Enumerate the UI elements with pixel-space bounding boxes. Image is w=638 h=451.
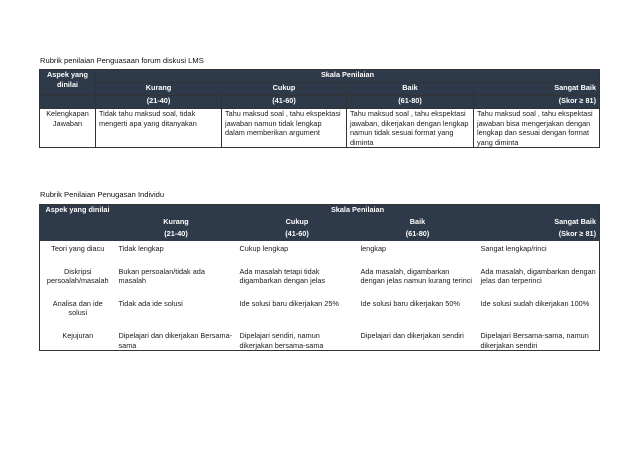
range-header-cukup: (41-60) [237, 229, 358, 241]
aspect-cell: Kelengkapan Jawaban [40, 109, 96, 148]
aspect-header: Aspek yang dinilai [40, 205, 116, 218]
range-header-sangat-baik: (Skor ≥ 81) [474, 96, 600, 109]
level-header-cukup: Cukup [222, 83, 347, 96]
criteria-cell: Cukup lengkap [239, 244, 289, 253]
level-header-sangat-baik: Sangat Baik [478, 217, 600, 229]
aspect-cell: Analisa dan ide solusi [52, 298, 103, 318]
range-header-cukup: (41-60) [222, 96, 347, 109]
level-header-baik: Baik [347, 83, 474, 96]
level-header-cukup: Cukup [237, 217, 358, 229]
criteria-cell: Dipelajari sendiri, namun dikerjakan bersama-sama [239, 330, 324, 350]
scale-header: Skala Penilaian [96, 70, 600, 83]
table-row [40, 109, 600, 148]
level-header-kurang: Kurang [96, 83, 222, 96]
criteria-cell: Dipelajari dan dikerjakan Bersama-sama [118, 330, 233, 350]
range-header-baik: (61-80) [358, 229, 478, 241]
level-header-sangat-baik: Sangat Baik [474, 83, 600, 96]
level-header-spacer [40, 217, 116, 229]
aspect-cell: Teori yang diacu [51, 244, 105, 253]
criteria-cell: Sangat lengkap/rinci [480, 244, 547, 253]
aspect-cell: Diskripsi persoalah/masalah [46, 266, 109, 286]
range-header-baik: (61-80) [347, 96, 474, 109]
criteria-cell: Tahu maksud soal , tahu ekspektasi jawaban, dikerjakan dengan lengkap namun tidak sesuai format yang diminta [347, 109, 474, 148]
criteria-cell: Ada masalah tetapi tidak digambarkan dengan jelas [239, 266, 326, 286]
criteria-cell: Dipelajari Bersama-sama, namun dikerjakan sendiri [480, 330, 589, 350]
rubric-table-lms [39, 69, 600, 148]
criteria-cell: Tidak tahu maksud soal, tidak mengerti apa yang ditanyakan [96, 109, 222, 148]
table2-caption: Rubrik Penilaian Penugasan Individu [40, 190, 165, 199]
criteria-cell: Ide solusi baru dikerjakan 50% [360, 298, 460, 308]
aspect-header: Aspek yang dinilai [40, 70, 96, 96]
level-header-baik: Baik [358, 217, 478, 229]
criteria-cell: Ada masalah, digambarkan dengan jelas namun kurang terinci [360, 266, 473, 286]
criteria-cell: Ada masalah, digambarkan dengan jelas dan terperinci [480, 266, 596, 286]
criteria-cell: Dipelajari dan dikerjakan sendiri [360, 330, 464, 340]
range-header-kurang: (21-40) [116, 229, 237, 241]
table1-caption: Rubrik penilaian Penguasaan forum diskusi LMS [40, 56, 204, 65]
level-header-kurang: Kurang [116, 217, 237, 229]
criteria-cell: Ide solusi baru dikerjakan 25% [239, 298, 339, 308]
range-header-spacer [40, 229, 116, 241]
criteria-cell: Tahu maksud soal , tahu ekspektasi jawaban namun tidak lengkap dalam memberikan argument [222, 109, 347, 148]
range-header-spacer [40, 96, 96, 109]
range-header-sangat-baik: (Skor ≥ 81) [478, 229, 600, 241]
table-row [40, 296, 600, 328]
criteria-cell: Bukan persoalan/tidak ada masalah [118, 266, 205, 286]
criteria-cell: lengkap [360, 244, 387, 253]
criteria-cell: Tidak ada ide solusi [118, 298, 183, 308]
range-header-kurang: (21-40) [96, 96, 222, 109]
rubric-table-individu [39, 204, 600, 351]
table-row [40, 328, 600, 351]
criteria-cell: Tahu maksud soal , tahu ekspektasi jawaban bisa mengerjakan dengan lengkap dan sesuai dengan format yang diminta [474, 109, 600, 148]
table-row [40, 264, 600, 296]
scale-header: Skala Penilaian [116, 205, 600, 218]
criteria-cell: Tidak lengkap [118, 244, 164, 253]
aspect-cell: Kejujuran [62, 330, 94, 340]
table-row [40, 241, 600, 264]
criteria-cell: Ide solusi sudah dikerjakan 100% [480, 298, 590, 308]
